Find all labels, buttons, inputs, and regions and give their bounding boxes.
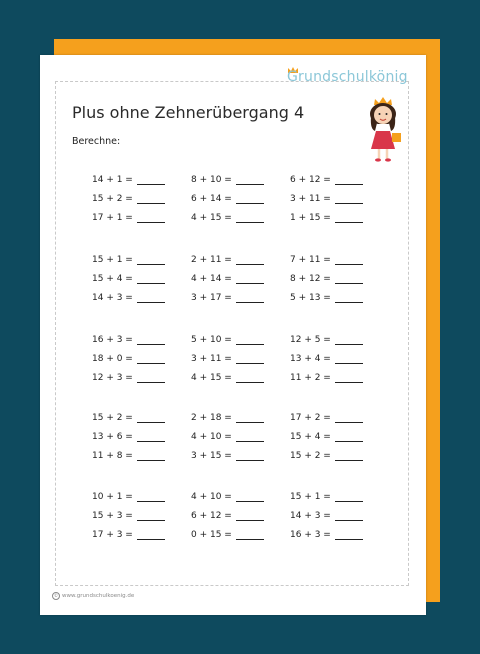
problem-expression: 6 + 12 = <box>191 511 232 521</box>
problem-item <box>92 354 165 364</box>
problem-item <box>290 492 363 502</box>
problem-expression: 12 + 3 = <box>92 373 133 383</box>
answer-blank[interactable] <box>137 255 165 265</box>
problem-expression: 15 + 2 = <box>92 413 133 423</box>
problem-item <box>191 413 264 423</box>
answer-blank[interactable] <box>236 274 264 284</box>
problem-item <box>290 413 363 423</box>
worksheet-page <box>40 55 426 615</box>
answer-blank[interactable] <box>335 451 363 461</box>
problem-item <box>191 255 264 265</box>
answer-blank[interactable] <box>236 354 264 364</box>
problem-expression: 14 + 3 = <box>290 511 331 521</box>
problem-item <box>191 213 264 223</box>
problem-expression: 1 + 15 = <box>290 213 331 223</box>
problem-expression: 15 + 1 = <box>92 255 133 265</box>
problem-item <box>92 255 165 265</box>
answer-blank[interactable] <box>236 194 264 204</box>
problem-item <box>92 373 165 383</box>
problem-expression: 4 + 15 = <box>191 373 232 383</box>
problem-item <box>191 511 264 521</box>
problem-item <box>191 293 264 303</box>
problem-expression: 18 + 0 = <box>92 354 133 364</box>
problem-expression: 11 + 2 = <box>290 373 331 383</box>
answer-blank[interactable] <box>335 354 363 364</box>
problem-item <box>191 175 264 185</box>
problem-expression: 3 + 11 = <box>290 194 331 204</box>
problem-expression: 5 + 13 = <box>290 293 331 303</box>
problem-expression: 2 + 11 = <box>191 255 232 265</box>
answer-blank[interactable] <box>236 255 264 265</box>
problem-item <box>92 213 165 223</box>
problem-expression: 5 + 10 = <box>191 335 232 345</box>
answer-blank[interactable] <box>236 175 264 185</box>
problem-expression: 15 + 4 = <box>290 432 331 442</box>
problem-expression: 3 + 17 = <box>191 293 232 303</box>
problem-item <box>290 194 363 204</box>
problem-item <box>290 213 363 223</box>
problem-item <box>191 194 264 204</box>
problem-expression: 6 + 14 = <box>191 194 232 204</box>
problem-item <box>92 432 165 442</box>
problem-expression: 12 + 5 = <box>290 335 331 345</box>
answer-blank[interactable] <box>236 373 264 383</box>
answer-blank[interactable] <box>236 335 264 345</box>
answer-blank[interactable] <box>137 492 165 502</box>
problem-expression: 4 + 15 = <box>191 213 232 223</box>
problem-item <box>92 194 165 204</box>
problem-expression: 3 + 11 = <box>191 354 232 364</box>
problem-item <box>191 451 264 461</box>
problem-item <box>191 530 264 540</box>
answer-blank[interactable] <box>137 274 165 284</box>
instruction-text: Berechne: <box>72 136 121 147</box>
answer-blank[interactable] <box>335 373 363 383</box>
problem-item <box>92 175 165 185</box>
footer-url: www.grundschulkoenig.de <box>62 593 135 599</box>
problem-item <box>290 335 363 345</box>
answer-blank[interactable] <box>137 451 165 461</box>
problem-expression: 15 + 4 = <box>92 274 133 284</box>
answer-blank[interactable] <box>335 274 363 284</box>
problem-item <box>92 451 165 461</box>
problem-item <box>290 175 363 185</box>
answer-blank[interactable] <box>137 354 165 364</box>
answer-blank[interactable] <box>236 413 264 423</box>
answer-blank[interactable] <box>236 213 264 223</box>
problem-expression: 0 + 15 = <box>191 530 232 540</box>
answer-blank[interactable] <box>335 255 363 265</box>
problem-item <box>92 511 165 521</box>
problem-item <box>290 511 363 521</box>
answer-blank[interactable] <box>335 413 363 423</box>
problem-expression: 13 + 4 = <box>290 354 331 364</box>
problem-item <box>290 373 363 383</box>
problem-item <box>191 432 264 442</box>
problem-expression: 15 + 2 = <box>92 194 133 204</box>
problem-expression: 17 + 1 = <box>92 213 133 223</box>
answer-blank[interactable] <box>236 492 264 502</box>
problem-expression: 4 + 14 = <box>191 274 232 284</box>
problem-item <box>191 274 264 284</box>
problem-item <box>191 354 264 364</box>
problem-item <box>290 530 363 540</box>
answer-blank[interactable] <box>335 492 363 502</box>
problem-expression: 15 + 3 = <box>92 511 133 521</box>
answer-blank[interactable] <box>335 511 363 521</box>
problem-expression: 4 + 10 = <box>191 492 232 502</box>
girl-mascot-illustration <box>358 95 408 165</box>
problem-item <box>92 413 165 423</box>
problem-expression: 15 + 1 = <box>290 492 331 502</box>
problem-item <box>290 255 363 265</box>
problem-item <box>191 373 264 383</box>
answer-blank[interactable] <box>236 293 264 303</box>
problem-expression: 15 + 2 = <box>290 451 331 461</box>
problem-item <box>290 432 363 442</box>
answer-blank[interactable] <box>137 213 165 223</box>
brand-logo: Grundschulkönig <box>287 69 408 85</box>
problem-item <box>191 335 264 345</box>
problem-expression: 17 + 3 = <box>92 530 133 540</box>
problem-expression: 4 + 10 = <box>191 432 232 442</box>
problem-item <box>191 492 264 502</box>
footer <box>52 592 134 600</box>
problem-expression: 7 + 11 = <box>290 255 331 265</box>
answer-blank[interactable] <box>236 451 264 461</box>
answer-blank[interactable] <box>335 432 363 442</box>
problem-expression: 6 + 12 = <box>290 175 331 185</box>
answer-blank[interactable] <box>335 175 363 185</box>
problem-expression: 16 + 3 = <box>290 530 331 540</box>
problem-item <box>92 530 165 540</box>
answer-blank[interactable] <box>236 511 264 521</box>
problem-expression: 17 + 2 = <box>290 413 331 423</box>
problem-expression: 8 + 10 = <box>191 175 232 185</box>
problem-expression: 3 + 15 = <box>191 451 232 461</box>
page-title: Plus ohne Zehnerübergang 4 <box>72 103 305 122</box>
problem-item <box>92 335 165 345</box>
answer-blank[interactable] <box>236 432 264 442</box>
problem-expression: 16 + 3 = <box>92 335 133 345</box>
problem-expression: 2 + 18 = <box>191 413 232 423</box>
problem-item <box>92 274 165 284</box>
answer-blank[interactable] <box>236 530 264 540</box>
problem-expression: 8 + 12 = <box>290 274 331 284</box>
answer-blank[interactable] <box>335 293 363 303</box>
answer-blank[interactable] <box>137 413 165 423</box>
answer-blank[interactable] <box>137 194 165 204</box>
answer-blank[interactable] <box>335 213 363 223</box>
problem-item <box>290 293 363 303</box>
problem-expression: 11 + 8 = <box>92 451 133 461</box>
problem-item <box>290 354 363 364</box>
answer-blank[interactable] <box>335 335 363 345</box>
answer-blank[interactable] <box>137 373 165 383</box>
answer-blank[interactable] <box>137 335 165 345</box>
answer-blank[interactable] <box>335 194 363 204</box>
problem-expression: 13 + 6 = <box>92 432 133 442</box>
problem-item <box>290 274 363 284</box>
answer-blank[interactable] <box>335 530 363 540</box>
problem-expression: 14 + 3 = <box>92 293 133 303</box>
problem-item <box>92 293 165 303</box>
problem-expression: 14 + 1 = <box>92 175 133 185</box>
answer-blank[interactable] <box>137 432 165 442</box>
answer-blank[interactable] <box>137 530 165 540</box>
answer-blank[interactable] <box>137 175 165 185</box>
answer-blank[interactable] <box>137 511 165 521</box>
copyright-icon: © <box>54 593 58 598</box>
problem-expression: 10 + 1 = <box>92 492 133 502</box>
problem-item <box>92 492 165 502</box>
problem-item <box>290 451 363 461</box>
answer-blank[interactable] <box>137 293 165 303</box>
